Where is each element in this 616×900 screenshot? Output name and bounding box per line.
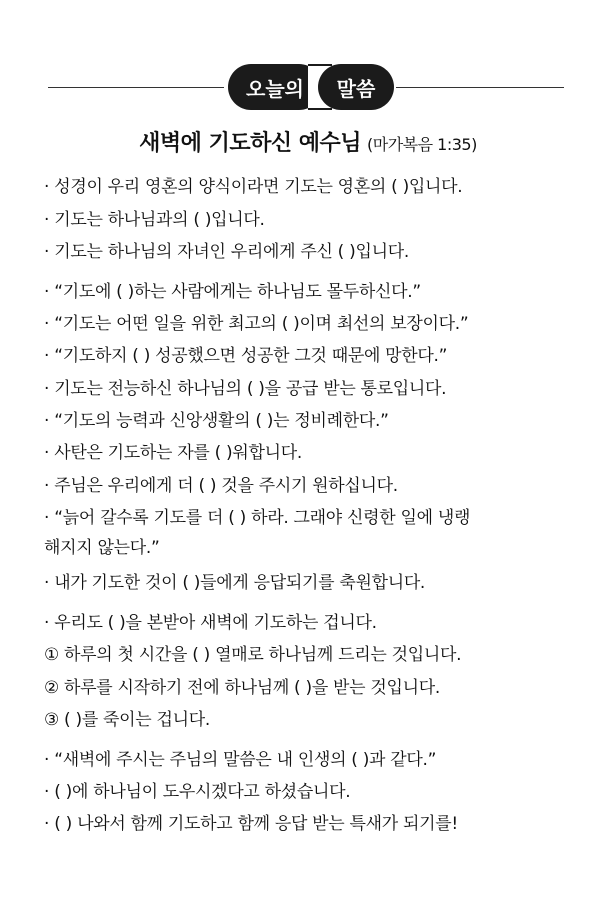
header-word-word: 말씀 (318, 64, 394, 110)
list-item: · 주님은 우리에게 더 ( ) 것을 주시기 원하십니다. (44, 476, 398, 496)
list-item: · “늙어 갈수록 기도를 더 ( ) 하라. 그래야 신령한 일에 냉랭 (44, 508, 471, 528)
list-item: · “기도에 ( )하는 사람에게는 하나님도 몰두하신다.” (44, 282, 421, 302)
title-reference: (마가복음 1:35) (367, 135, 477, 154)
title-main: 새벽에 기도하신 예수님 (139, 131, 361, 156)
sermon-title (0, 126, 616, 157)
list-item: · 기도는 하나님의 자녀인 우리에게 주신 ( )입니다. (44, 242, 409, 262)
list-item: 해지지 않는다.” (44, 538, 160, 558)
list-item: · “새벽에 주시는 주님의 말씀은 내 인생의 ( )과 같다.” (44, 750, 437, 770)
list-item: · ( )에 하나님이 도우시겠다고 하셨습니다. (44, 782, 351, 802)
list-item: · 성경이 우리 영혼의 양식이라면 기도는 영혼의 ( )입니다. (44, 177, 463, 197)
list-item: · “기도의 능력과 신앙생활의 ( )는 정비례한다.” (44, 411, 389, 431)
list-item: · “기도는 어떤 일을 위한 최고의 ( )이며 최선의 보장이다.” (44, 314, 469, 334)
header-word-today: 오늘의 (228, 64, 322, 110)
list-item: · 기도는 하나님과의 ( )입니다. (44, 210, 265, 230)
list-item: · 사탄은 기도하는 자를 ( )워합니다. (44, 443, 302, 463)
list-item: · 우리도 ( )을 본받아 새벽에 기도하는 겁니다. (44, 613, 377, 633)
list-item: · 기도는 전능하신 하나님의 ( )을 공급 받는 통로입니다. (44, 379, 447, 399)
list-item: ① 하루의 첫 시간을 ( ) 열매로 하나님께 드리는 것입니다. (44, 645, 462, 665)
list-item: · 내가 기도한 것이 ( )들에게 응답되기를 축원합니다. (44, 573, 426, 593)
list-item: · ( ) 나와서 함께 기도하고 함께 응답 받는 특새가 되기를! (44, 814, 458, 834)
list-item: · “기도하지 ( ) 성공했으면 성공한 그것 때문에 망한다.” (44, 346, 448, 366)
list-item: ② 하루를 시작하기 전에 하나님께 ( )을 받는 것입니다. (44, 678, 440, 698)
header-banner (0, 58, 616, 118)
list-item: ③ ( )를 죽이는 겁니다. (44, 710, 210, 730)
